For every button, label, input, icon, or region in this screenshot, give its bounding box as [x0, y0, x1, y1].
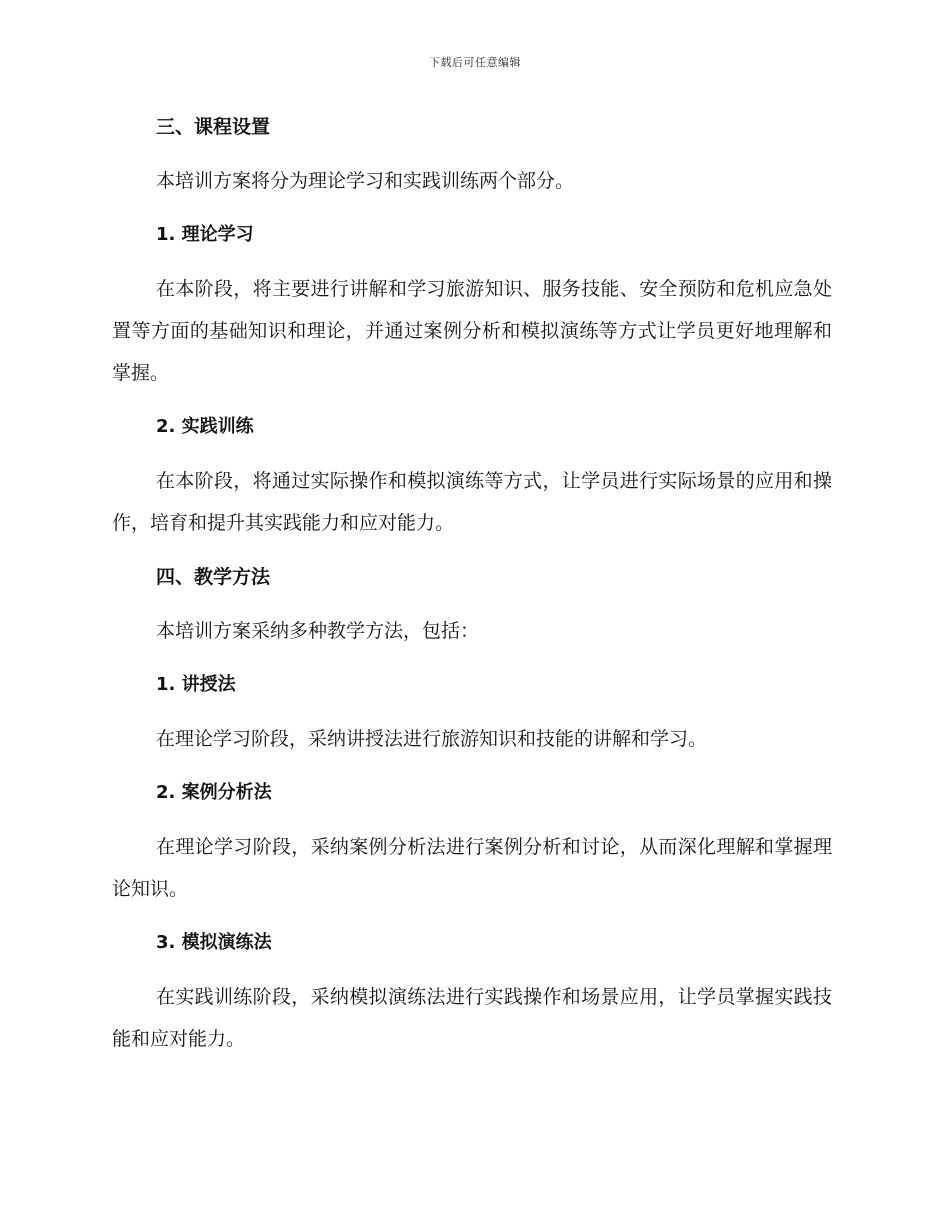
section-4-item-1-title: 1. 讲授法 — [156, 674, 236, 695]
section-4-item-3-title: 3. 模拟演练法 — [156, 932, 272, 953]
section-4-item-2-title: 2. 案例分析法 — [156, 782, 272, 803]
section-3-intro: 本培训方案将分为理论学习和实践训练两个部分。 — [156, 170, 575, 192]
section-3-item-1-title: 1. 理论学习 — [156, 224, 254, 245]
document-body — [112, 108, 832, 1060]
section-3-item-2-text: 在本阶段，将通过实际操作和模拟演练等方式，让学员进行实际场景的应用和操作，培育和提升其实践能力和应对能力。 — [112, 470, 832, 534]
section-3-item-2-title: 2. 实践训练 — [156, 416, 254, 437]
section-4-intro: 本培训方案采纳多种教学方法，包括： — [156, 620, 480, 642]
section-4-item-3-text: 在实践训练阶段，采纳模拟演练法进行实践操作和场景应用，让学员掌握实践技能和应对能力。 — [112, 986, 832, 1050]
section-4-item-1-text: 在理论学习阶段，采纳讲授法进行旅游知识和技能的讲解和学习。 — [156, 728, 708, 750]
section-3-item-1-text: 在本阶段，将主要进行讲解和学习旅游知识、服务技能、安全预防和危机应急处置等方面的基础知识和理论，并通过案例分析和模拟演练等方式让学员更好地理解和掌握。 — [112, 278, 832, 384]
section-3-title: 三、课程设置 — [156, 116, 271, 138]
section-4-item-2-text: 在理论学习阶段，采纳案例分析法进行案例分析和讨论，从而深化理解和掌握理论知识。 — [112, 836, 832, 900]
page-header-note: 下载后可任意编辑 — [429, 56, 521, 69]
section-4-title: 四、教学方法 — [156, 566, 271, 588]
